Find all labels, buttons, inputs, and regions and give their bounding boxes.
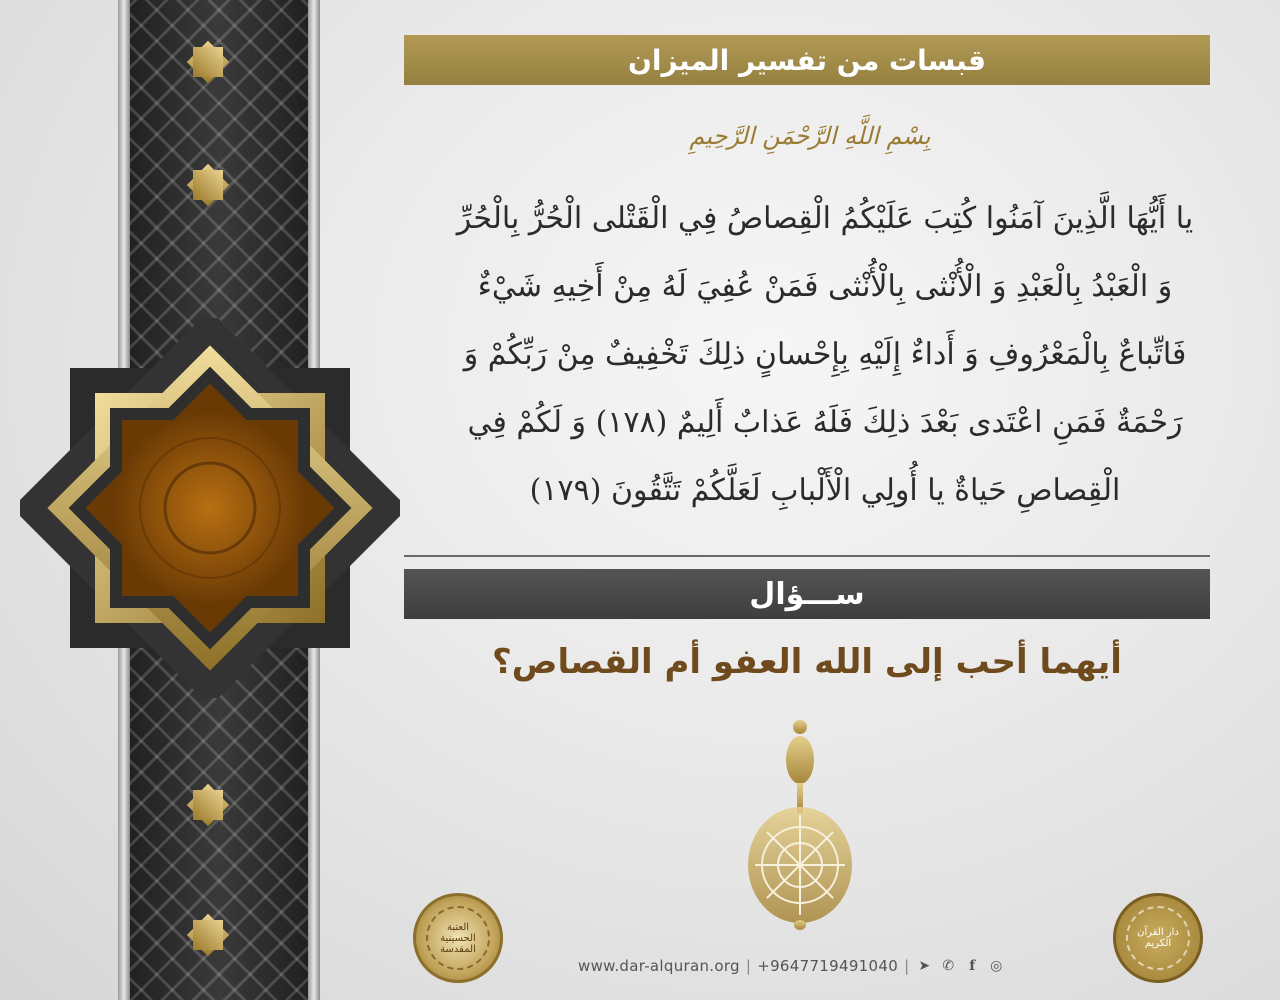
website-link[interactable]: www.dar-alquran.org [578,957,740,975]
seal-left-text: العتبة الحسينية المقدسة [426,906,490,970]
footer-contact [578,954,1038,978]
bismillah-calligraphy: بِسْمِ اللَّهِ الرَّحْمَنِ الرَّحِيمِ [689,122,931,150]
title-bar [404,35,1210,85]
verse-line: يا أَيُّهَا الَّذِينَ آمَنُوا كُتِبَ عَلَيْكُمُ الْقِصاصُ فِي الْقَتْلى الْحُرُّ بِالْحُرِّ [456,201,1194,236]
strip-star-icon [187,914,229,956]
seal-right-text: دار القرآن الكريم [1126,906,1190,970]
whatsapp-icon[interactable]: ✆ [942,958,955,974]
dar-alquran-logo [1113,893,1203,983]
instagram-icon[interactable]: ◎ [990,958,1003,974]
separator: | [904,957,910,975]
verse-line: رَحْمَةٌ فَمَنِ اعْتَدى بَعْدَ ذلِكَ فَلَهُ عَذابٌ أَلِيمٌ (١٧٨) وَ لَكُمْ فِي [467,405,1183,440]
question-bar [404,569,1210,619]
question-text: أيهما أحب إلى الله العفو أم القصاص؟ [492,642,1122,682]
strip-star-icon [187,164,229,206]
verse-line: فَاتِّباعٌ بِالْمَعْرُوفِ وَ أَداءٌ إِلَيْهِ بِإِحْسانٍ ذلِكَ تَخْفِيفٌ مِنْ رَبِّكُمْ وَ [463,337,1187,372]
page-title: قبسات من تفسير الميزان [628,43,986,77]
verse-line: الْقِصاصِ حَياةٌ يا أُولِي الْأَلْبابِ لَعَلَّكُمْ تَتَّقُونَ (١٧٩) [529,473,1121,508]
strip-star-icon [187,784,229,826]
telegram-icon[interactable]: ➤ [918,958,931,974]
separator: | [745,957,752,975]
facebook-icon[interactable]: f [969,958,976,974]
verse-line: وَ الْعَبْدُ بِالْعَبْدِ وَ الْأُنْثى بِالْأُنْثى فَمَنْ عُفِيَ لَهُ مِنْ أَخِيهِ شَيْءٌ [477,269,1173,304]
quran-verse [440,185,1210,535]
divider [404,555,1210,557]
strip-star-icon [187,41,229,83]
question-label: ســـؤال [749,576,865,612]
phone-number[interactable]: +9647719491040 [757,957,899,975]
arabesque-ornament-icon [735,715,865,930]
shrine-seal-logo [413,893,503,983]
octagram-medallion-icon [20,318,400,698]
